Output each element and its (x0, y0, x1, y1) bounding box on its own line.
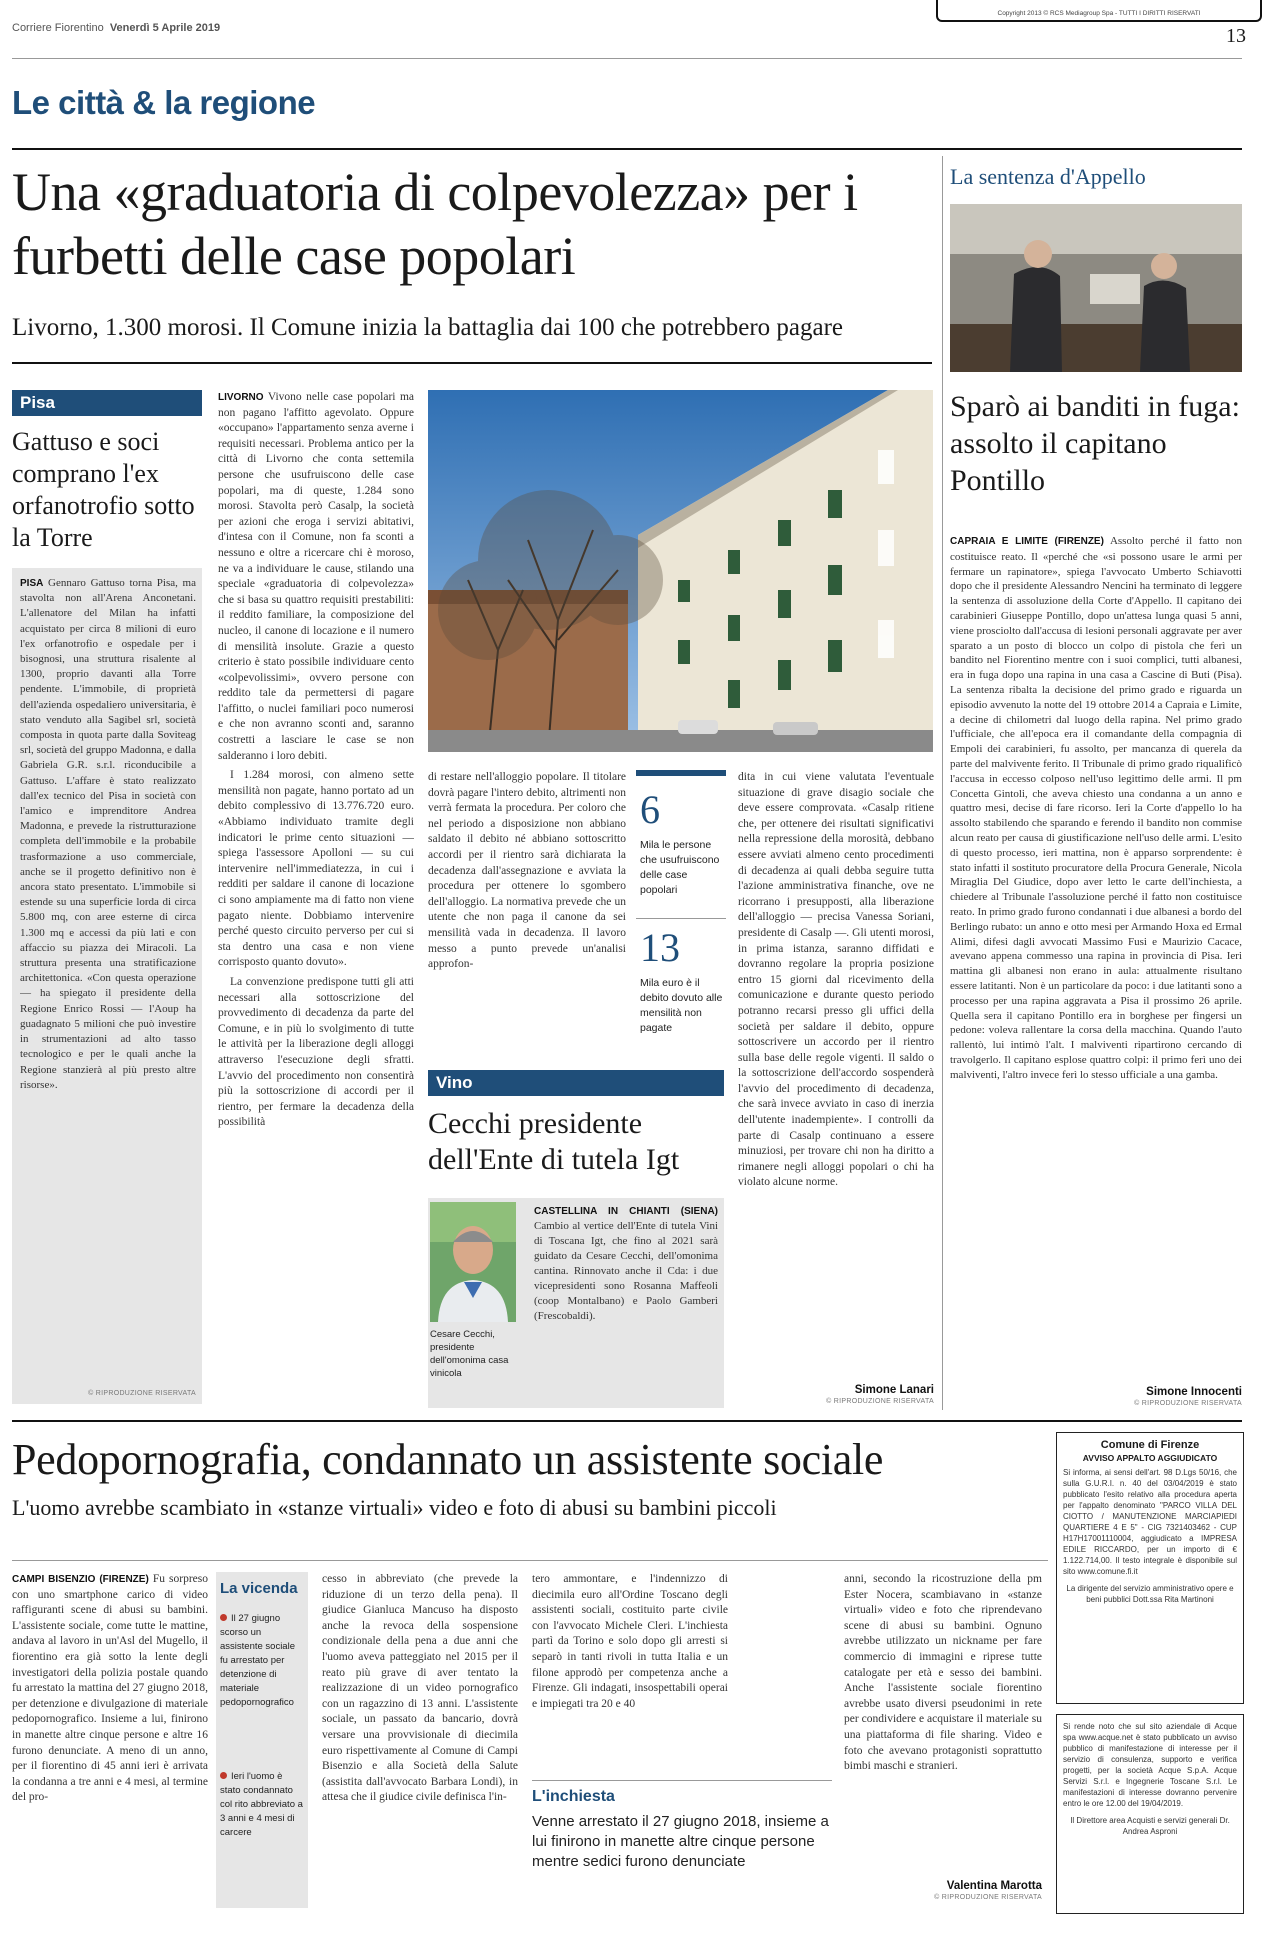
section-title: Le città & la regione (12, 84, 316, 121)
issue-date: Venerdì 5 Aprile 2019 (109, 22, 221, 34)
vino-headline: Cecchi presidente dell'Ente di tutela Igt (428, 1107, 680, 1176)
ad1-body: Si informa, ai sensi dell'art. 98 D.Lgs 50/16, che sulla G.U.R.I. n. 40 del 03/04/2019 è stato pubblicato l'esito relativo alla procedura aperta per l'appalto denominato "PARCO VILLA DEL CIOTTO / MANUTENZIONE MARCIAPIEDI QUARTIERE 4 E 5" - CIG 7321403462 - CUP H17H17001110004, aggiudicato a IMPRESA EDILE RICCARDO, per un importo di € 1.122.714,00. Il testo integrale è disponibile sul sito www.comune.fi.it (1063, 1468, 1237, 1576)
main-subhead-rule (12, 362, 932, 364)
copyright-line: Copyright 2013 © RCS Mediagroup Spa - TUTTI I DIRITTI RISERVATI (997, 10, 1201, 17)
inchiesta-title: L'inchiesta (532, 1788, 615, 1805)
main-col3 (738, 770, 934, 1378)
pedo-subhead: L'uomo avrebbe scambiato in «stanze virtuali» video e foto di abusi su bambini piccoli (12, 1495, 777, 1520)
inchiesta-text: Venne arrestato il 27 giugno 2018, insieme a lui finirono in manette altre cinque persone mentre sedici furono denunciate (532, 1813, 829, 1870)
vino-body-text: Cambio al vertice dell'Ente di tutela Vini di Toscana Igt, che fino al 2021 sarà guidato da Cesare Cecchi, dell'omonima cantina. Rinnovato anche il Cda: i due vicepresidenti sono Rosanna Maffeoli (coop Montalbano) e Paolo Gamberi (Frescobaldi). (534, 1220, 718, 1322)
pisa-copyright: © RIPRODUZIONE RISERVATA (88, 1390, 196, 1397)
houses-photo (428, 390, 933, 752)
main-col3-text: dita in cui viene valutata l'eventuale situazione di grave disagio sociale che deve essere comprovata. «Casalp ritiene che, per ottenere dei risultati significativi nella repressione della morosità, debbano essere avviati almeno cento procedimenti di decadenza ai quali debba seguire tutta l'azione amministrativa finanche, ove ne ricorrano i presupposti, alla liberazione dell'alloggio — precisa Vanessa Soriani, presidente di Casalp —. Gli utenti morosi, in prima istanza, saranno diffidati e dovranno regolare la propria posizione entro 15 giorni dal ricevimento della comunicazione e durante questo periodo potranno recarsi presso gli uffici della società per saldare il debito, oppure sottoscrivere un accordo per il rientro sulla base delle regole vigenti. Il saldo o la sottoscrizione dell'accordo sospenderà l'avvio del procedimento di decadenza, che sarà invece avviato in caso di inerzia dell'utente inadempiente». I controlli da parte di Casalp continuano a essere minuziosi, per trovare chi non ha diritto a rimanere negli alloggi popolari o chi ha violato alcune norme. (738, 771, 934, 1189)
pisa-headline: Gattuso e soci comprano l'ex orfanotrofio sotto la Torre (12, 427, 195, 552)
main-col2-text: di restare nell'alloggio popolare. Il titolare dovrà pagare l'intero debito, altrimenti non verrà fermata la procedura. Per coloro che nel periodo a disposizione non abbiano saldato il debito né abbiano sottoscritto accordi per il rientro sarà dichiarata la decadenza dall'assegnazione e avviata la procedura per ottenere lo sgombero dell'alloggio. La normativa prevede che un utente che non paga il canone da sei mensilità vada in decadenza. Il lavoro messo a punto prevede un'analisi approfon- (428, 771, 626, 971)
header-rule (12, 58, 1242, 59)
appello-body-text: Assolto perché il fatto non costituisce reato. Il «perché che «si possono usare le armi per fermare un rapinatore», spiega l'avvocato Umberto Schiavotti dopo che il presidente Alessandro Nencini ha terminato di leggere la sentenza di assoluzione della Corte d'Appello. Il capitano dei carabinieri Giuseppe Pontillo, dopo un'attesa lunga quasi 5 anni, viene prosciolto dall'accusa di lesioni personali aggravate per aver sparato a un posto di blocco un colpo di pistola che ferì un bandito nel Fiorentino mentre con i suoi complici, tutti albanesi, era in fuga dopo una rapina in una casa a Cascine di Buti (Pisa). La sentenza ribalta la decisione del primo grado e riguarda un episodio avvenuto la notte del 19 ottobre 2014 a Capraia e Limite, a decine di chilometri dal luogo della rapina. Nel primo grado l'ufficiale, che all'epoca era il comandante della compagnia di Empoli dei carabinieri, fu assolto, per mancanza di querela da parte del malvivente ferito. Il Tribunale di primo grado riqualificò l'accusa in eccesso colposo nell'uso legittimo delle armi. Il pm Concetta Gintoli, che aveva chiesto una condanna a un anno e quattro mesi, decise di fare ricorso. Ieri la Corte d'appello lo ha assolto stabilendo che sparando e ferendo il bandito non commise alcun reato per causa di giustificazione nell'uso delle armi. L'esito di questo processo, ieri mattina, non è apparso sorprendente: è stato infatti il sostituto procuratore della Procura Generale, Nicola Miraglia Del Giudice, dopo aver letto le carte dell'inchiesta, a chiedere al Tribunale l'assoluzione perché il fatto non costituisce reato. In primo grado furono condannati i due albanesi a bordo del Berlingo rubato: un anno e otto mesi per Armando Hoxa ed Ermal Alimi, difesi dagli avvocati Massimo Fusi e Maurizio Cacace, avevano appena commesso una rapina in provincia di Pisa. Ieri mattina gli albanesi non erano in aula: attualmente risultano essere latitanti. Non è un particolare da poco: i due latitanti sono a processo per una rapina aggravata a Pisa il prossimo 26 aprile. Quella sera il capitano Pontillo era in borghese per fingersi un pedone: voleva rallentare la corsa della macchina. Quando l'auto rallentò, lui intimò l'alt. I malviventi ripartirono cercando di travolgerlo. Il capitano esplose quattro colpi: il primo ferì uno dei malviventi, l'altro invece ferì lo stesso ufficiale a una gamba. (950, 535, 1242, 1081)
main-col1 (218, 390, 414, 1406)
main-lead-place: LIVORNO (218, 392, 264, 403)
stat-1-text: Mila le persone che usufruiscono delle case popolari (640, 839, 720, 896)
pedo-col2-text: cesso in abbreviato (che prevede la riduzione di un terzo della pena). Il giudice Gianluca Mancuso ha disposto anche la revoca della sospensione condizionale della pena a due anni che l'uomo aveva patteggiato nel 2015 per il reato più grave di aver tentato la realizzazione di un video pornografico con un ragazzino di 13 anni. L'assistente sociale, un passato da bancario, dovrà versare una provvisionale di diecimila euro rispettivamente al Comune di Campi Bisenzio e alla Società della Salute (assistita dall'avvocato Barbara Londi), in attesa che il giudice civile definisca l'in- (322, 1573, 518, 1804)
pedo-copyright: © RIPRODUZIONE RISERVATA (934, 1894, 1042, 1901)
main-copyright: © RIPRODUZIONE RISERVATA (826, 1398, 934, 1405)
appello-kicker: La sentenza d'Appello (950, 164, 1146, 189)
vicenda-item-2 (220, 1770, 304, 1840)
main-col1c-text: La convenzione predispone tutti gli atti necessari alla sottoscrizione del provvedimento di decadenza da parte del Comune, e in più lo svolgimento di tutte le attività per la liberazione degli alloggi attraverso l'esecuzione degli sfratti. L'avvio del procedimento non consentirà più la sottoscrizione di accordi per il rientro, per fermare la decadenza della possibilità (218, 975, 414, 1129)
stat-2-text: Mila euro è il debito dovuto alle mensilità non pagate (640, 977, 723, 1034)
stat-2-number: 13 (640, 925, 680, 970)
appello-lead-place: CAPRAIA E LIMITE (FIRENZE) (950, 536, 1104, 547)
courtroom-photo (950, 204, 1242, 372)
pedo-signature: Valentina Marotta (946, 1880, 1042, 1892)
appello-signature: Simone Innocenti (1146, 1386, 1242, 1398)
vino-body (534, 1204, 718, 1400)
ad2-body: Si rende noto che sul sito aziendale di Acque spa www.acque.net è stato pubblicato un avviso pubblico di manifestazione di interesse per il servizio di consulenza, supporto e verifica progetti, per la società Acque S.p.A. Acque Servizi S.r.l. e Ingegnerie Toscane S.r.l. Le manifestazioni di interesse dovranno pervenire entro le ore 12.00 del 19/04/2019. (1063, 1722, 1237, 1808)
appello-copyright: © RIPRODUZIONE RISERVATA (1134, 1400, 1242, 1407)
appello-body (950, 534, 1242, 1382)
pedo-col4-text: anni, secondo la ricostruzione della pm Ester Nocera, scambiavano in «stanze virtuali» video e foto che riprendevano scene di abusi su bambini. Ognuno avrebbe utilizzato un nickname per fare commercio di immagini e riprese tutte catalogate per età e sesso dei bambini. Anche l'assistente sociale fiorentino avrebbe usato diversi pseudonimi in rete per condividere e acquistare il materiale su una piattaforma di file sharing. Video e foto che avevano protagonisti soprattutto bimbi maschi e stranieri. (844, 1573, 1042, 1773)
ad-box-comune (1056, 1432, 1244, 1704)
ad1-subtitle: AVVISO APPALTO AGGIUDICATO (1082, 1453, 1218, 1463)
pisa-body (20, 576, 196, 1384)
vino-tag: Vino (428, 1070, 724, 1096)
stat-1-number: 6 (640, 787, 660, 832)
vino-caption: Cesare Cecchi, presidente dell'omonima casa vinicola (430, 1329, 509, 1379)
pedo-col2 (322, 1572, 518, 1908)
main-headline: Una «graduatoria di colpevolezza» per i furbetti delle case popolari (12, 162, 858, 286)
vino-lead-place: CASTELLINA IN CHIANTI (SIENA) (534, 1206, 718, 1217)
vicenda-title: La vicenda (220, 1580, 298, 1597)
pedo-headline: Pedopornografia, condannato un assistente sociale (12, 1435, 884, 1484)
pisa-lead-place: PISA (20, 578, 44, 589)
pedo-col3-text: tero ammontare, e l'indennizzo di diecimila euro all'Ordine Toscano degli assistenti sociali, costituito parte civile con l'avvocato Michele Cleri. L'inchiesta partì da Torino e solo dopo gli arresti si separò in tanti rivoli in tutta Italia e un filone approdò per competenza anche a Firenze. Gli indagati, insospettabili operai e impiegati tra 20 e 40 (532, 1573, 728, 1710)
page-number: 13 (1226, 25, 1246, 47)
main-column-divider (942, 156, 943, 1410)
inchiesta-rule (532, 1780, 832, 1781)
stats-mid-rule (636, 918, 726, 919)
vicenda-item-1 (220, 1612, 304, 1710)
pedo-lead-place: CAMPI BISENZIO (FIRENZE) (12, 1574, 149, 1585)
pedo-col1 (12, 1572, 208, 1908)
bullet-icon (220, 1772, 227, 1779)
main-signature: Simone Lanari (854, 1384, 934, 1396)
main-col1b-text: I 1.284 morosi, con almeno sette mensilità non pagate, hanno portato ad un debito complessivo di 13.776.720 euro. «Abbiamo individuato tramite degli indicatori le prime cento situazioni — spiega l'assessore Apolloni — su cui intervenire nell'immediatezza, in cui i redditi per saldare il canone di locazione ci sono ampiamente ma di fatto non viene pagato niente. Dobbiamo intervenire perché questo circuito perverso per cui si sta dentro una casa e non viene corrisposto quanto dovuto». (218, 769, 414, 969)
vicenda-item-2-text: Ieri l'uomo è stato condannato col rito abbreviato a 3 anni e 4 mesi di carcere (220, 1771, 303, 1838)
ad-box-acque (1056, 1714, 1244, 1914)
pisa-tag: Pisa (12, 390, 202, 416)
pedo-subhead-rule (12, 1560, 1048, 1561)
bullet-icon (220, 1614, 227, 1621)
paper-name (12, 22, 220, 34)
ad1-sign: La dirigente del servizio amministrativo opere e beni pubblici Dott.ssa Rita Martinoni (1066, 1584, 1234, 1604)
main-col2 (428, 770, 626, 1098)
ad1-title: Comune di Firenze (1100, 1439, 1200, 1451)
main-col1-text: Vivono nelle case popolari ma non pagano l'affitto agevolato. Oppure «occupano» l'appartamento senza averne i requisiti necessari. Problema antico per la città di Livorno che conta settemila persone che usufruiscono delle case popolari, ma di queste, 1.284 sono morosi. Stavolta però Casalp, la società per azioni che eroga i servizi abitativi, d'intesa con il Comune, non fa sconti a nessuno e oltre a ricercare chi è moroso, ne va a individuare le cause, stilando una speciale «graduatoria di colpevolezza» che si basa su quattro requisiti prestabiliti: il reddito familiare, la composizione del nucleo, il canone di locazione e il numero di mensilità insolute. Grazie a questo criterio è stato possibile individuare cento «colpevolissimi», ovvero persone con reddito tale da permettersi di pagare l'affitto, o nuclei familiari poco numerosi e che non avranno sconti and, saranno costretti a lasciare le case se non salderanno i loro debiti. (218, 391, 414, 762)
appello-headline: Sparò ai banditi in fuga: assolto il capitano Pontillo (950, 390, 1240, 497)
pedo-col4 (844, 1572, 1042, 1872)
vicenda-item-1-text: Il 27 giugno scorso un assistente sociale fu arrestato per detenzione di materiale pedopornografico (220, 1613, 295, 1708)
story2-top-rule (12, 1420, 1242, 1422)
pedo-col1-text: Fu sorpreso con uno smartphone carico di video raffiguranti scene di abusi su bambini. L'assistente sociale, come tutte le mattine, andava al lavoro in un'Asl del Mugello, il fiorentino era già sotto la lente degli investigatori della polizia postale quando fu arrestato la mattina del 27 giugno 2018, per detenzione e divulgazione di materiale pedopornografico. Insieme a lui, finirono in manette altre cinque persone e altre 16 furono denunciate. A meno di un anno, per il fiorentino di 45 anni ieri è arrivata la condanna a tre anni e 4 mesi, al termine del pro- (12, 1573, 208, 1804)
cecchi-portrait (430, 1202, 516, 1322)
paper-title: Corriere Fiorentino (12, 22, 104, 34)
section-rule (12, 148, 1242, 150)
ad2-sign: Il Direttore area Acquisti e servizi generali Dr. Andrea Asproni (1070, 1816, 1230, 1836)
main-subhead: Livorno, 1.300 morosi. Il Comune inizia la battaglia dai 100 che potrebbero pagare (12, 314, 844, 341)
pedo-col3 (532, 1572, 728, 1770)
stats-rule (636, 770, 726, 776)
pisa-body-text: Gennaro Gattuso torna Pisa, ma stavolta non all'Arena Anconetani. L'allenatore del Milan ha infatti acquistato per circa 8 milioni di euro l'ex orfanotrofio e ospedale per i bisognosi, una struttura risalente al 1300, proprio davanti alla Torre pendente. L'immobile, di proprietà dell'azienda ospedaliero universitaria, è stato venduto alla Sagibel srl, società composta in quota parte dalla Soviteag srl, società del gruppo Madonna, e dalla Gabriela G.R. s.r.l. riconducibile a Gattuso. L'affare è stato realizzato dall'ex tecnico del Pisa in società con l'amico e imprenditore Andrea Madonna, e prevede la ristrutturazione completa dell'immobile e la probabile trasformazione a uso commerciale, anche se il progetto definitivo non è ancora stato presentato. L'immobile si estende su una superficie lorda di circa 5.800 mq, con aree esterne di circa 1.300 mq e accessi da più lati e con affaccio su piazza dei Miracoli. La struttura presenta una stratificazione architettonica. «Con questa operazione — ha spiegato il presidente della Regione Enrico Rossi — l'Aoup ha guadagnato 5 milioni che può investire in strumentazioni ad alto tasso tecnologico e per le quali anche la Regione stanzierà al più presto altre risorse». (20, 577, 196, 1091)
